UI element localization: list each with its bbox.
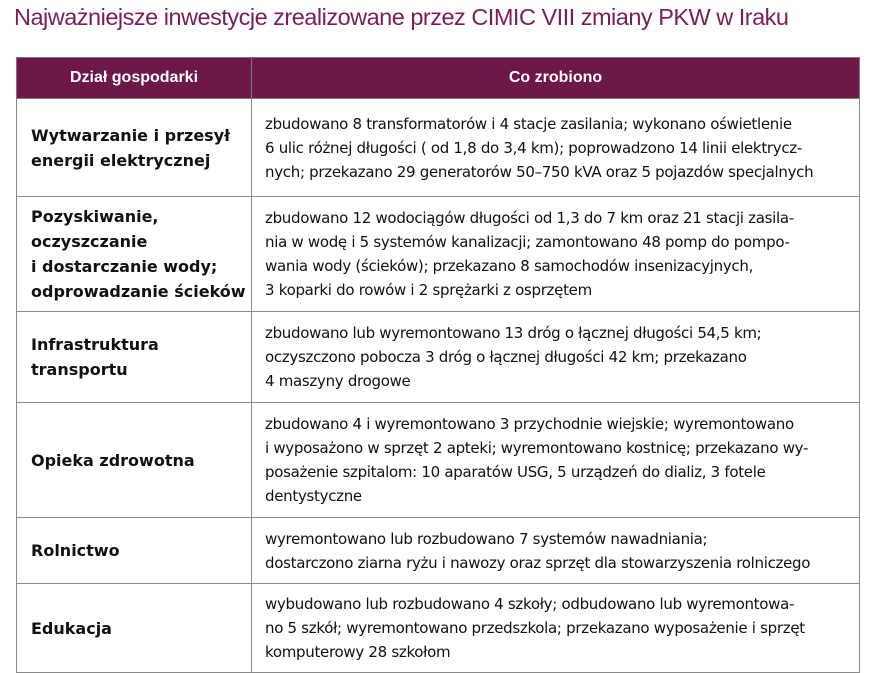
description-line: zbudowano 12 wodociągów długości od 1,3 do 7 km oraz 21 stacji zasila- xyxy=(265,209,794,227)
description-cell xyxy=(252,403,860,518)
sector-cell xyxy=(17,99,252,197)
description-line: komputerowy 28 szkołom xyxy=(265,643,451,661)
table-row xyxy=(17,518,860,584)
description-line: 3 koparki do rowów i 2 sprężarki z osprzętem xyxy=(265,281,592,299)
table-row xyxy=(17,99,860,197)
sector-line: energii elektrycznej xyxy=(31,150,211,170)
description-cell xyxy=(252,518,860,584)
description-line: zbudowano 8 transformatorów i 4 stacje zasilania; wykonano oświetlenie xyxy=(265,114,792,133)
description-cell xyxy=(252,99,860,197)
sector-line: i dostarczanie wody; xyxy=(31,257,218,276)
sector-cell xyxy=(17,403,252,518)
sector-cell xyxy=(17,518,252,584)
table-row xyxy=(17,312,860,403)
sector-line: oczyszczanie xyxy=(31,232,148,251)
table-row xyxy=(17,584,860,673)
sector-cell xyxy=(17,312,252,403)
description-line: dostarczono ziarna ryżu i nawozy oraz sprzęt dla stowarzyszenia rolniczego xyxy=(265,553,811,572)
column-header-sector: Dział gospodarki xyxy=(17,58,252,99)
sector-cell xyxy=(17,584,252,673)
table-row xyxy=(17,403,860,518)
sector-line: Wytwarzanie i przesył xyxy=(31,125,231,145)
description-line: 4 maszyny drogowe xyxy=(265,372,411,390)
description-line: no 5 szkół; wyremontowano przedszkola; przekazano wyposażenie i sprzęt xyxy=(265,619,805,637)
description-line: i wyposażono w sprzęt 2 apteki; wyremontowano kostnicę; przekazano wy- xyxy=(265,439,809,457)
table-header-row xyxy=(17,58,860,99)
column-header-done: Co zrobiono xyxy=(252,58,860,99)
description-cell xyxy=(252,197,860,312)
sector-line: Opieka zdrowotna xyxy=(31,450,195,470)
description-line: zbudowano 4 i wyremontowano 3 przychodnie wiejskie; wyremontowano xyxy=(265,415,794,433)
description-line: oczyszczono pobocza 3 dróg o łącznej długości 42 km; przekazano xyxy=(265,348,747,366)
sector-line: Pozyskiwanie, xyxy=(31,207,159,226)
description-line: nia w wodę i 5 systemów kanalizacji; zamontowano 48 pomp do pompo- xyxy=(265,233,790,251)
description-line: nych; przekazano 29 generatorów 50–750 kVA oraz 5 pojazdów specjalnych xyxy=(265,162,814,181)
description-line: wyremontowano lub rozbudowano 7 systemów nawadniania; xyxy=(265,529,708,548)
description-line: dentystyczne xyxy=(265,487,362,505)
sector-line: Edukacja xyxy=(31,618,112,638)
sector-cell xyxy=(17,197,252,312)
table-row xyxy=(17,197,860,312)
sector-line: odprowadzanie ścieków xyxy=(31,282,246,301)
description-cell xyxy=(252,584,860,673)
description-line: posażenie szpitalom: 10 aparatów USG, 5 urządzeń do dializ, 3 fotele xyxy=(265,463,766,481)
description-line: zbudowano lub wyremontowano 13 dróg o łącznej długości 54,5 km; xyxy=(265,324,762,342)
description-cell xyxy=(252,312,860,403)
description-line: wybudowano lub rozbudowano 4 szkoły; odbudowano lub wyremontowa- xyxy=(265,595,795,613)
sector-line: Rolnictwo xyxy=(31,541,120,560)
sector-line: transportu xyxy=(31,360,128,379)
investments-table xyxy=(16,57,860,673)
document-title: Najważniejsze inwestycje zrealizowane przez CIMIC VIII zmiany PKW w Iraku xyxy=(14,4,789,30)
description-line: 6 ulic różnej długości ( od 1,8 do 3,4 km); poprowadzono 14 linii elektrycz- xyxy=(265,138,802,157)
description-line: wania wody (ścieków); przekazano 8 samochodów insenizacyjnych, xyxy=(265,257,754,275)
sector-line: Infrastruktura xyxy=(31,335,159,354)
